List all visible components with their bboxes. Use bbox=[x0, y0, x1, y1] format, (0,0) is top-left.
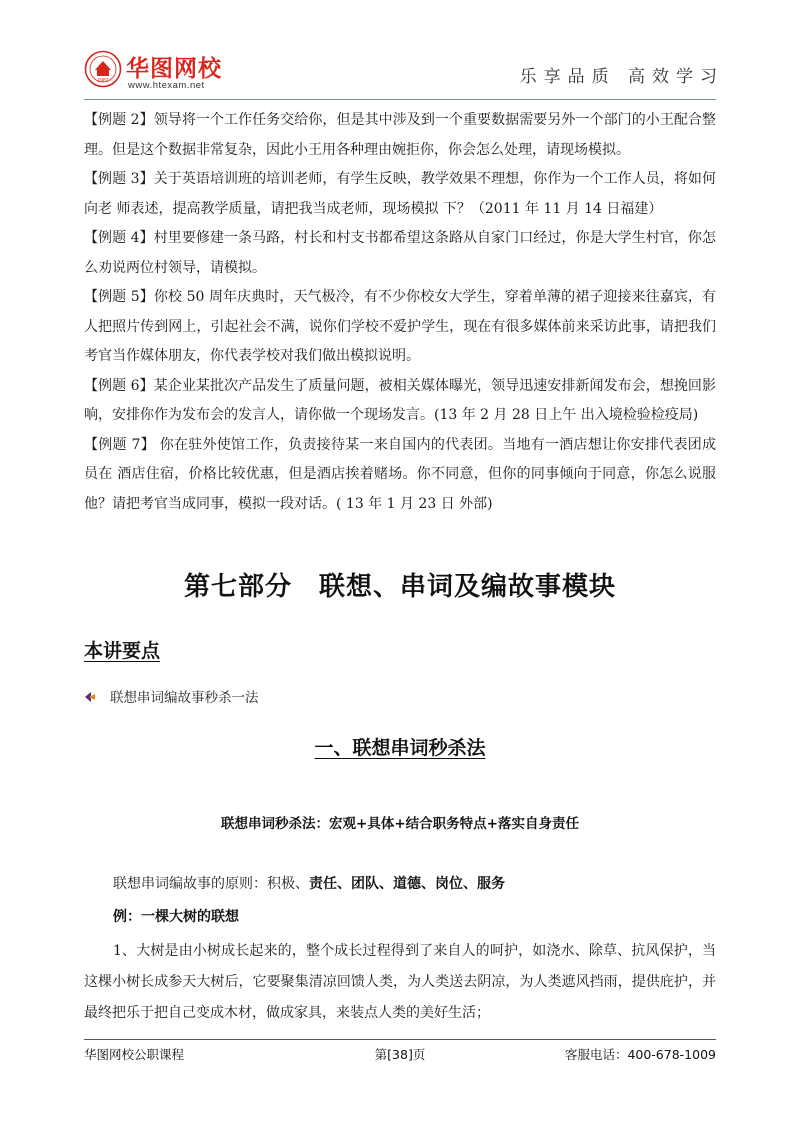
header-divider bbox=[84, 99, 716, 100]
principle-prefix: 联想串词编故事的原则：积极、 bbox=[113, 876, 309, 892]
example-question: 【例题 5】你校 50 周年庆典时，天气极冷，有不少你校女大学生，穿着单薄的裙子迎接来往嘉宾，有人把照片传到网上，引起社会不满，说你们学校不爱护学生，现在有很多媒体前来采访此事，请把我们考官当作媒体朋友，你代表学校对我们做出模拟说明。 bbox=[84, 289, 716, 364]
footer-page-number: 第[38]页 bbox=[374, 1047, 426, 1062]
method-formula: 联想串词秒杀法：宏观+具体+结合职务特点+落实自身责任 bbox=[221, 816, 579, 832]
example-questions bbox=[84, 106, 716, 519]
logo-emblem-year: 1987 bbox=[97, 78, 109, 84]
footer-course-name: 华图网校公职课程 bbox=[84, 1047, 185, 1062]
story-paragraph: 1、大树是由小树成长起来的，整个成长过程得到了来自人的呵护，如浇水、除草、抗风保护，当这棵小树长成参天大树后，它要聚集清凉回馈人类，为人类送去阴凉，为人类遮风挡雨，提供庇护，并最终把乐于把自己变成木材，做成家具，来装点人类的美好生活； bbox=[84, 943, 716, 1021]
subsection-title-text: 一、联想串词秒杀法 bbox=[314, 737, 486, 759]
example-question: 【例题 6】某企业某批次产品发生了质量问题，被相关媒体曝光，领导迅速安排新闻发布会，想挽回影响，安排你作为发布会的发言人，请你做一个现场发言。(13 年 2 月 28 日上午 出入境检验检疫局) bbox=[84, 377, 716, 423]
example-question: 【例题 4】村里要修建一条马路，村长和村支书都希望这条路从自家门口经过，你是大学生村官，你怎么劝说两位村领导，请模拟。 bbox=[84, 230, 716, 276]
bullet-item bbox=[84, 686, 259, 706]
sub-heading: 本讲要点 bbox=[84, 640, 161, 662]
bullet-text: 联想串词编故事秒杀一法 bbox=[110, 690, 259, 706]
footer-service-phone: 客服电话：400-678-1009 bbox=[564, 1047, 716, 1062]
page-header bbox=[84, 44, 724, 96]
example-heading: 例：一棵大树的联想 bbox=[113, 909, 239, 925]
arrow-bullet-icon bbox=[84, 691, 96, 703]
footer-divider bbox=[84, 1039, 716, 1040]
example-question: 【例题 3】关于英语培训班的培训老师，有学生反映，教学效果不理想，你作为一个工作人员，将如何向老 师表述，提高教学质量，请把我当成老师，现场模拟 下？（2011 年 11 月 14 日福建） bbox=[84, 171, 716, 217]
example-question: 【例题 2】领导将一个工作任务交给你，但是其中涉及到一个重要数据需要另外一个部门的小王配合整理。但是这个数据非常复杂，因此小王用各种理由婉拒你，你会怎么处理，请现场模拟。 bbox=[84, 112, 716, 158]
principle-line bbox=[113, 873, 505, 893]
logo bbox=[84, 44, 234, 96]
header-slogan: 乐享品质 高效学习 bbox=[519, 67, 724, 87]
section-title: 第七部分 联想、串词及编故事模块 bbox=[183, 572, 616, 602]
principle-keywords: 责任、团队、道德、岗位、服务 bbox=[309, 876, 505, 892]
subsection-title bbox=[0, 733, 800, 760]
example-question: 【例题 7】 你在驻外使馆工作，负责接待某一来自国内的代表团。当地有一酒店想让你安排代表团成员在 酒店住宿，价格比较优惠，但是酒店挨着赌场。你不同意，但你的同事倾向于同意，你怎么说服他？请把考官当成同事，模拟一段对话。( 13 年 1 月 23 日 外部) bbox=[84, 436, 716, 512]
logo-url: www.htexam.net bbox=[128, 80, 205, 91]
logo-emblem-icon bbox=[84, 50, 122, 88]
logo-title: 华图网校 bbox=[126, 56, 222, 82]
